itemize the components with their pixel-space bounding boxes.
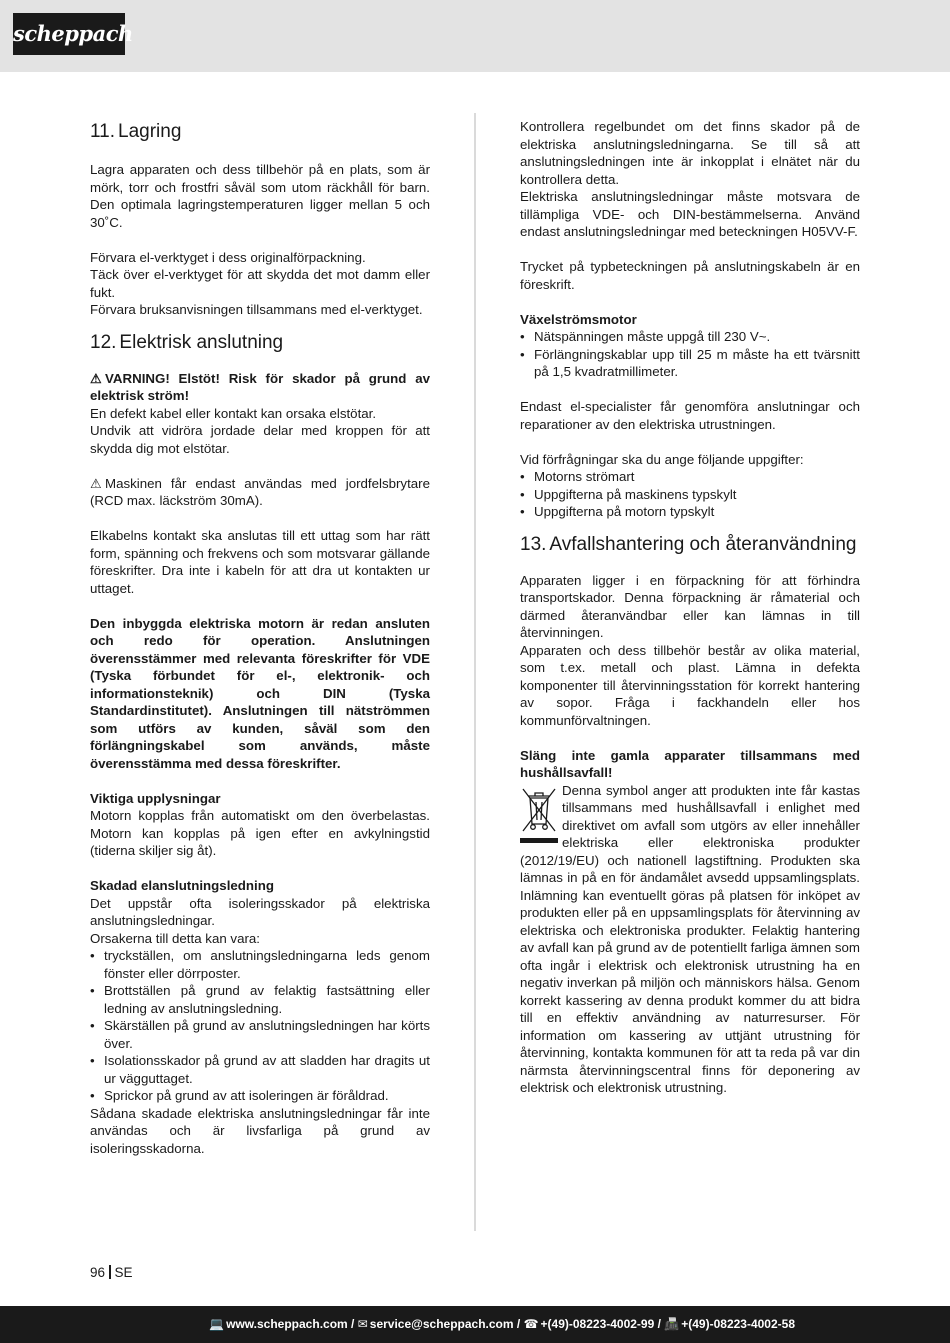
list-item: • Skärställen på grund av anslutningsledningen har körts över. [90, 1017, 430, 1052]
envelope-icon: ✉ [357, 1317, 368, 1331]
household-waste-heading: Släng inte gamla apparater tillsammans med hushållsavfall! [520, 747, 860, 780]
damaged-cable-causes-list [90, 947, 430, 1105]
list-item: • Uppgifterna på maskinens typskylt [520, 486, 860, 504]
inquiry-list [520, 468, 860, 521]
right-column [520, 118, 860, 1097]
damaged-cable-text: Det uppstår ofta isoleringsskador på elektriska anslutningsledningar. [90, 895, 430, 928]
specialist-paragraph: Endast el-specialister får genomföra anslutningar och reparationer av den elektriska utrustningen. [520, 399, 860, 432]
packaging-paragraph: Apparaten ligger i en förpackning för att förhindra transportskador. Denna förpackning är råmaterial och därmed återanvändbar eller kan lämnas in till återvinningen. [520, 572, 860, 640]
damaged-cable-conclusion: Sådana skadade elektriska anslutningsledningar får inte användas och är livsfarliga på grund av isoleringsskadorna. [90, 1105, 430, 1156]
page-header [0, 0, 950, 72]
important-info-heading: Viktiga upplysningar [90, 790, 221, 806]
storage-packaging-text: Förvara el-verktyget i dess originalförpackning. [90, 249, 366, 265]
page-number: 96 SE [90, 1265, 133, 1280]
storage-manual-text: Förvara bruksanvisningen tillsammans med el-verktyget. [90, 302, 423, 317]
fax-number: +(49)-08223-4002-58 [681, 1317, 795, 1331]
damaged-cable-causes-text: Orsakerna till detta kan vara: [90, 930, 260, 946]
materials-paragraph: Apparaten och dess tillbehör består av olika material, som t.ex. metall och plast. Lämna in defekta komponenter till återvinningsstation för korrekt hantering av sopor. Fråga i fackhandeln eller hos kommunförvaltningen. [520, 642, 860, 728]
vde-cable-paragraph: Elektriska anslutningsledningar måste motsvara de tillämpliga VDE- och DIN-bestämmelserna. Använd endast anslutningsledningar med beteckningen H05VV-F. [520, 189, 860, 239]
list-item: • Nätspänningen måste uppgå till 230 V~. [520, 328, 860, 346]
computer-icon: 💻 [209, 1317, 225, 1331]
section-11-heading: 11. Lagring [90, 121, 182, 142]
warning-triangle-icon: ⚠ [90, 475, 102, 491]
important-info-text: Motorn kopplas från automatiskt om den överbelastas. Motorn kan kopplas på igen efter en avkylningstid (tiderna skiljer sig åt). [90, 808, 430, 858]
list-item: • Motorns strömart [520, 468, 860, 486]
weee-symbol-text: Denna symbol anger att produkten inte får kastas tillsammans med hushållsavfall i enlighet med direktivet om avfall som utgörs av eller innehåller elektriska eller elektroniska produkter (2012/19/EU) och nationell lagstiftning. Produkten ska lämnas in på en för ändamålet avsedd uppsamlingsplats. Inlämning kan eventuellt göras på platsen för inköpet av produkten eller på en uppsamlingsplats för återvinning av elektriska och elektroniska produkter. Felaktig hantering av avfall kan på grund av de potentiellt farliga ämnen som ofta ingår i elektrisk och elektronisk utrustning ha en negativ inverkan på miljön och människors hälsa. Genom korrekt kassering av denna produkt kommer du att bidra till en effektiv användning av naturresurser. För information om kassering av uttjänt utrustning för återvinning, kontakta kommunen för att ta reda på var din närmsta återvinningscentral finns för deponering av elektrisk och elektronisk utrustning. [520, 782, 861, 1095]
inquiry-intro: Vid förfrågningar ska du ange följande uppgifter: [520, 451, 804, 467]
warning-defect-cable-text: En defekt kabel eller kontakt kan orsaka elstötar. [90, 405, 377, 421]
motor-connection-paragraph: Den inbyggda elektriska motorn är redan ansluten och redo för operation. Anslutningen överensstämmer med relevanta föreskrifter för VDE (Tyska förbundet för el-, elektronik- och informationsteknik) och DIN (Tyska Standardinstitutet). Anslutningen till nätströmmen som utförs av kunden, såväl som den förlängningskabel som används, måste överensstämma med dessa föreskrifter. [90, 615, 430, 771]
section-13-heading: 13. Avfallshantering och återanvändning [520, 533, 857, 555]
email-link[interactable]: service@scheppach.com [369, 1317, 514, 1331]
plug-paragraph: Elkabelns kontakt ska anslutas till ett uttag som har rätt form, spänning och frekvens och som motsvarar gällande föreskrifter. Dra inte i kabeln för att dra ut kontakten ur uttaget. [90, 528, 430, 596]
storage-paragraph: Lagra apparaten och dess tillbehör på en plats, som är mörk, torr och frostfri såväl som utom räckhåll för barn. Den optimala lagringstemperaturen ligger mellan 5 och 30˚C. [90, 162, 430, 230]
warning-triangle-icon: ⚠ [90, 370, 102, 386]
rcd-warning: ⚠ Maskinen får endast användas med jordfelsbrytare (RCD max. läckström 30mA). [90, 475, 430, 508]
ac-motor-list [520, 328, 860, 381]
list-item: • Förlängningskablar upp till 25 m måste ha ett tvärsnitt på 1,5 kvadratmillimeter. [520, 346, 860, 381]
website-link[interactable]: www.scheppach.com [226, 1317, 348, 1331]
list-item: • Uppgifterna på motorn typskylt [520, 503, 860, 521]
storage-cover-text: Täck över el-verktyget för att skydda det mot damm eller fukt. [90, 267, 430, 300]
left-column [90, 118, 430, 1157]
section-12-heading: 12. Elektrisk anslutning [90, 331, 284, 353]
ac-motor-heading: Växelströmsmotor [520, 311, 637, 327]
fax-icon: 📠 [664, 1317, 680, 1331]
scheppach-logo: scheppach [13, 13, 125, 55]
phone-number[interactable]: +(49)-08223-4002-99 [540, 1317, 655, 1331]
page-separator [109, 1265, 111, 1279]
type-marking-paragraph: Trycket på typbeteckningen på anslutningskabeln är en föreskrift. [520, 259, 860, 292]
column-divider [474, 113, 476, 1231]
electric-shock-warning-title: ⚠ VARNING! Elstöt! Risk för skador på grund av elektrisk ström! [90, 370, 430, 403]
list-item: • Sprickor på grund av att isoleringen är föråldrad. [90, 1087, 430, 1105]
footer-contact-bar: 💻 www.scheppach.com / ✉ service@scheppach.com / ☎ +(49)-08223-4002-99 / 📠 +(49)-08223-4002-58 [0, 1306, 950, 1343]
warning-grounded-parts-text: Undvik att vidröra jordade delar med kroppen för att skydda dig mot elstötar. [90, 423, 430, 456]
damaged-cable-heading: Skadad elanslutningsledning [90, 878, 274, 893]
telephone-icon: ☎ [523, 1317, 539, 1331]
list-item: • Isolationsskador på grund av att sladden har dragits ut ur vägguttaget. [90, 1052, 430, 1087]
list-item: • tryckställen, om anslutningsledningarna leds genom fönster eller dörrposter. [90, 947, 430, 982]
crossed-out-wheelie-bin-icon [520, 784, 558, 846]
list-item: • Brottställen på grund av felaktig fastsättning eller ledning av anslutningsledning. [90, 982, 430, 1017]
cable-inspection-paragraph: Kontrollera regelbundet om det finns skador på de elektriska anslutningsledningarna. Se till så att anslutningsledningen inte är inkopplat i elnätet när du kontrollera detta. [520, 119, 860, 187]
